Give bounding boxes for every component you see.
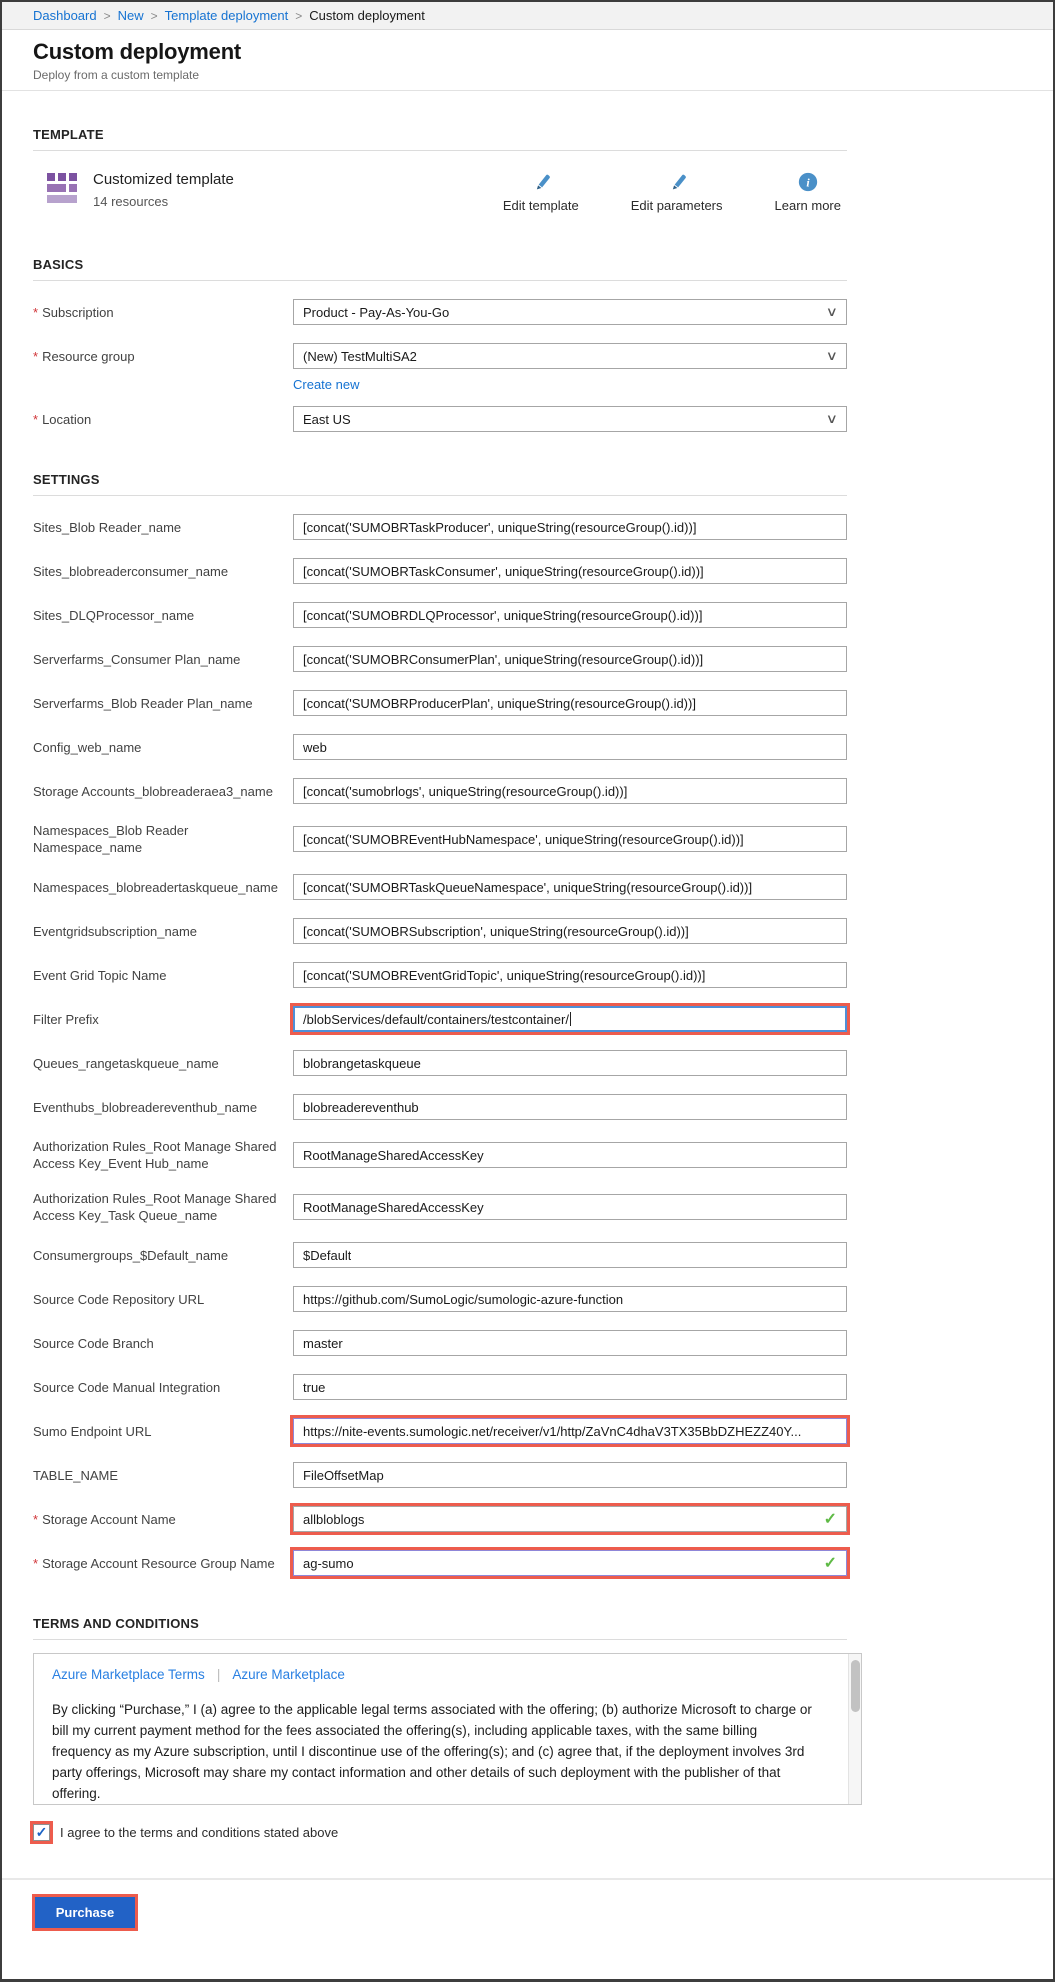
template-action-learn-more[interactable] bbox=[775, 171, 841, 213]
field-label: Filter Prefix bbox=[33, 1011, 99, 1027]
breadcrumb-link[interactable]: Template deployment bbox=[164, 8, 289, 23]
field-label: Storage Accounts_blobreaderaea3_name bbox=[33, 783, 273, 799]
settings-row bbox=[33, 558, 847, 584]
breadcrumb-separator: > bbox=[295, 8, 303, 23]
field-value: allbloblogs bbox=[303, 1511, 365, 1527]
settings-row bbox=[33, 1462, 847, 1488]
field-input-table-name[interactable] bbox=[293, 1462, 847, 1488]
template-actions bbox=[503, 171, 847, 213]
svg-text:i: i bbox=[806, 175, 810, 190]
field-value: master bbox=[303, 1335, 343, 1351]
required-asterisk: * bbox=[33, 348, 39, 364]
field-value: [concat('SUMOBREventGridTopic', uniqueString(resourceGroup().id))] bbox=[303, 967, 706, 983]
settings-row bbox=[33, 514, 847, 540]
field-label: Source Code Repository URL bbox=[33, 1291, 205, 1307]
field-value: RootManageSharedAccessKey bbox=[303, 1199, 484, 1215]
field-value: [concat('SUMOBRTaskConsumer', uniqueString(resourceGroup().id))] bbox=[303, 563, 704, 579]
basics-rows bbox=[33, 299, 1053, 432]
settings-row bbox=[33, 1006, 847, 1032]
required-asterisk: * bbox=[33, 1555, 39, 1571]
template-action-label: Edit parameters bbox=[630, 198, 723, 213]
field-label: * Subscription bbox=[33, 304, 114, 320]
scrollbar-thumb[interactable] bbox=[851, 1660, 860, 1712]
field-value: [concat('SUMOBRTaskQueueNamespace', uniqueString(resourceGroup().id))] bbox=[303, 879, 753, 895]
settings-row bbox=[33, 1094, 847, 1120]
template-name: Customized template bbox=[93, 171, 234, 188]
field-value: [concat('SUMOBRConsumerPlan', uniqueString(resourceGroup().id))] bbox=[303, 651, 704, 667]
field-label: Authorization Rules_Root Manage Shared Access Key_Task Queue_name bbox=[33, 1191, 277, 1223]
field-label: Source Code Manual Integration bbox=[33, 1379, 221, 1395]
field-label: * Resource group bbox=[33, 348, 135, 364]
field-value: [concat('SUMOBRProducerPlan', uniqueString(resourceGroup().id))] bbox=[303, 695, 696, 711]
field-label: Source Code Branch bbox=[33, 1335, 154, 1351]
field-input-consumergroups-$default-name[interactable] bbox=[293, 1242, 847, 1268]
select-subscription[interactable] bbox=[293, 299, 847, 325]
select-value: East US bbox=[303, 411, 351, 427]
field-input-filter-prefix[interactable] bbox=[293, 1006, 847, 1032]
terms-paragraph: By clicking “Purchase,” I (a) agree to the applicable legal terms associated with the offering; (b) authorize Microsoft to charge or bill my current payment method for the fees associated the offering(s), including applicable taxes, with the same billing frequency as my Azure subscription, until I discontinue use of the offering(s); and (c) agree that, if the deployment involves 3rd party offerings, Microsoft may share my contact information and other details of such deployment with the publisher of that offering. bbox=[52, 1702, 812, 1801]
footer-divider bbox=[2, 1878, 1053, 1880]
create-new-link[interactable]: Create new bbox=[293, 377, 360, 392]
pencil-icon bbox=[530, 171, 552, 193]
settings-row bbox=[33, 1550, 847, 1576]
field-value: true bbox=[303, 1379, 326, 1395]
terms-link-separator: | bbox=[216, 1667, 221, 1682]
settings-row bbox=[33, 1506, 847, 1532]
page-header bbox=[2, 30, 1053, 91]
field-input-serverfarms-blob-reader-plan-name[interactable] bbox=[293, 690, 847, 716]
settings-row bbox=[33, 1138, 847, 1172]
field-value: [concat('SUMOBREventHubNamespace', uniqueString(resourceGroup().id))] bbox=[303, 831, 744, 847]
template-action-edit-template[interactable] bbox=[503, 171, 579, 213]
select-value: Product - Pay-As-You-Go bbox=[303, 304, 450, 320]
divider bbox=[33, 1639, 847, 1640]
settings-row bbox=[33, 822, 847, 856]
field-input-namespaces-blobreadertaskqueue-name[interactable] bbox=[293, 874, 847, 900]
field-input-sites-dlqprocessor-name[interactable] bbox=[293, 602, 847, 628]
field-value: [concat('sumobrlogs', uniqueString(resourceGroup().id))] bbox=[303, 783, 628, 799]
field-input-authorization-rules-root-manage-shared-access-key-event-hub-name[interactable] bbox=[293, 1142, 847, 1168]
field-value: ag-sumo bbox=[303, 1555, 354, 1571]
required-asterisk: * bbox=[33, 411, 39, 427]
field-value: FileOffsetMap bbox=[303, 1467, 384, 1483]
page-subtitle: Deploy from a custom template bbox=[33, 68, 200, 82]
pencil-icon bbox=[666, 171, 688, 193]
basics-row bbox=[33, 406, 847, 432]
field-input-eventhubs-blobreadereventhub-name[interactable] bbox=[293, 1094, 847, 1120]
settings-row bbox=[33, 1418, 847, 1444]
terms-links bbox=[52, 1667, 831, 1682]
breadcrumb-link[interactable]: Dashboard bbox=[33, 8, 97, 23]
valid-check-icon: ✓ bbox=[823, 1511, 837, 1528]
field-value: RootManageSharedAccessKey bbox=[303, 1147, 484, 1163]
field-input-source-code-repository-url[interactable] bbox=[293, 1286, 847, 1312]
select-resource-group[interactable] bbox=[293, 343, 847, 369]
settings-row bbox=[33, 690, 847, 716]
field-input-sumo-endpoint-url[interactable] bbox=[293, 1418, 847, 1444]
settings-rows bbox=[33, 514, 1053, 1576]
field-input-storage-account-resource-group-name[interactable] bbox=[293, 1550, 847, 1576]
settings-row bbox=[33, 1374, 847, 1400]
field-input-config-web-name[interactable] bbox=[293, 734, 847, 760]
field-label: Namespaces_Blob Reader Namespace_name bbox=[33, 823, 189, 855]
template-action-edit-parameters[interactable] bbox=[631, 171, 723, 213]
required-asterisk: * bbox=[33, 1511, 39, 1527]
field-label: Sites_DLQProcessor_name bbox=[33, 607, 195, 623]
breadcrumb bbox=[2, 2, 1053, 30]
basics-section-heading: BASICS bbox=[33, 257, 84, 272]
template-action-label: Learn more bbox=[774, 198, 841, 213]
field-label: TABLE_NAME bbox=[33, 1467, 119, 1483]
purchase-button[interactable]: Purchase bbox=[35, 1897, 135, 1928]
field-value: https://nite-events.sumologic.net/receiver/v1/http/ZaVnC4dhaV3TX35BbDZHEZZ40Y... bbox=[303, 1423, 802, 1439]
field-value: https://github.com/SumoLogic/sumologic-azure-function bbox=[303, 1291, 624, 1307]
field-label: Event Grid Topic Name bbox=[33, 967, 167, 983]
template-action-label: Edit template bbox=[502, 198, 579, 213]
settings-row bbox=[33, 874, 847, 900]
field-label: Serverfarms_Consumer Plan_name bbox=[33, 651, 241, 667]
field-value: [concat('SUMOBRTaskProducer', uniqueString(resourceGroup().id))] bbox=[303, 519, 697, 535]
chevron-down-icon: ∨ bbox=[826, 304, 839, 319]
settings-row bbox=[33, 778, 847, 804]
breadcrumb-separator: > bbox=[103, 8, 111, 23]
text-cursor bbox=[570, 1012, 571, 1026]
field-input-namespaces-blob-reader-namespace-name[interactable] bbox=[293, 826, 847, 852]
breadcrumb-link[interactable]: New bbox=[117, 8, 144, 23]
settings-row bbox=[33, 1190, 847, 1224]
field-value: [concat('SUMOBRSubscription', uniqueString(resourceGroup().id))] bbox=[303, 923, 689, 939]
field-value: /blobServices/default/containers/testcontainer/ bbox=[303, 1011, 569, 1027]
checkmark-icon: ✓ bbox=[35, 1824, 48, 1840]
terms-link[interactable]: Azure Marketplace bbox=[232, 1667, 345, 1682]
agree-label: I agree to the terms and conditions stated above bbox=[60, 1825, 339, 1840]
field-input-storage-accounts-blobreaderaea3-name[interactable] bbox=[293, 778, 847, 804]
field-label: Sites_blobreaderconsumer_name bbox=[33, 563, 229, 579]
field-label: Authorization Rules_Root Manage Shared Access Key_Event Hub_name bbox=[33, 1139, 277, 1171]
page-title: Custom deployment bbox=[33, 39, 242, 64]
select-location[interactable] bbox=[293, 406, 847, 432]
divider bbox=[33, 495, 847, 496]
field-input-sites-blobreaderconsumer-name[interactable] bbox=[293, 558, 847, 584]
terms-link[interactable]: Azure Marketplace Terms bbox=[52, 1667, 205, 1682]
settings-row bbox=[33, 1242, 847, 1268]
basics-row bbox=[33, 299, 847, 325]
field-label: Consumergroups_$Default_name bbox=[33, 1247, 229, 1263]
template-section-heading: TEMPLATE bbox=[33, 127, 104, 142]
divider bbox=[33, 150, 847, 151]
create-new-row bbox=[33, 377, 847, 392]
valid-check-icon: ✓ bbox=[823, 1555, 837, 1572]
divider bbox=[33, 280, 847, 281]
settings-row bbox=[33, 602, 847, 628]
settings-section-heading: SETTINGS bbox=[33, 472, 100, 487]
basics-row bbox=[33, 343, 847, 369]
field-label: Queues_rangetaskqueue_name bbox=[33, 1055, 219, 1071]
terms-paragraphs bbox=[52, 1699, 831, 1805]
field-label: Config_web_name bbox=[33, 739, 142, 755]
field-input-source-code-manual-integration[interactable] bbox=[293, 1374, 847, 1400]
breadcrumb-item-current: Custom deployment bbox=[309, 8, 425, 23]
field-label: Sites_Blob Reader_name bbox=[33, 519, 182, 535]
field-input-serverfarms-consumer-plan-name[interactable] bbox=[293, 646, 847, 672]
scrollbar-track[interactable] bbox=[848, 1654, 861, 1804]
field-label: Serverfarms_Blob Reader Plan_name bbox=[33, 695, 253, 711]
field-value: blobrangetaskqueue bbox=[303, 1055, 421, 1071]
field-label: Eventhubs_blobreadereventhub_name bbox=[33, 1099, 258, 1115]
settings-row bbox=[33, 646, 847, 672]
field-label: * Storage Account Resource Group Name bbox=[33, 1555, 275, 1571]
agree-checkbox[interactable] bbox=[33, 1824, 50, 1841]
field-label: Eventgridsubscription_name bbox=[33, 923, 198, 939]
settings-row bbox=[33, 734, 847, 760]
field-value: [concat('SUMOBRDLQProcessor', uniqueString(resourceGroup().id))] bbox=[303, 607, 703, 623]
field-label: Namespaces_blobreadertaskqueue_name bbox=[33, 879, 278, 895]
terms-section-heading: TERMS AND CONDITIONS bbox=[33, 1616, 200, 1631]
field-input-authorization-rules-root-manage-shared-access-key-task-queue-name[interactable] bbox=[293, 1194, 847, 1220]
settings-row bbox=[33, 1286, 847, 1312]
required-asterisk: * bbox=[33, 304, 39, 320]
field-value: $Default bbox=[303, 1247, 352, 1263]
field-value: blobreadereventhub bbox=[303, 1099, 419, 1115]
settings-row bbox=[33, 1050, 847, 1076]
chevron-down-icon: ∨ bbox=[826, 348, 839, 363]
field-label: * Location bbox=[33, 411, 92, 427]
field-input-storage-account-name[interactable] bbox=[293, 1506, 847, 1532]
info-icon bbox=[797, 171, 819, 193]
breadcrumb-separator: > bbox=[150, 8, 158, 23]
settings-row bbox=[33, 1330, 847, 1356]
select-value: (New) TestMultiSA2 bbox=[303, 348, 417, 364]
settings-row bbox=[33, 962, 847, 988]
terms-box bbox=[33, 1653, 862, 1805]
field-label: Sumo Endpoint URL bbox=[33, 1423, 152, 1439]
field-input-queues-rangetaskqueue-name[interactable] bbox=[293, 1050, 847, 1076]
settings-row bbox=[33, 918, 847, 944]
template-resource-count: 14 resources bbox=[93, 194, 169, 209]
field-input-source-code-branch[interactable] bbox=[293, 1330, 847, 1356]
field-input-eventgridsubscription-name[interactable] bbox=[293, 918, 847, 944]
field-label: * Storage Account Name bbox=[33, 1511, 176, 1527]
template-blocks-icon bbox=[47, 173, 79, 203]
field-value: web bbox=[303, 739, 327, 755]
field-input-sites-blob-reader-name[interactable] bbox=[293, 514, 847, 540]
field-input-event-grid-topic-name[interactable] bbox=[293, 962, 847, 988]
chevron-down-icon: ∨ bbox=[826, 411, 839, 426]
